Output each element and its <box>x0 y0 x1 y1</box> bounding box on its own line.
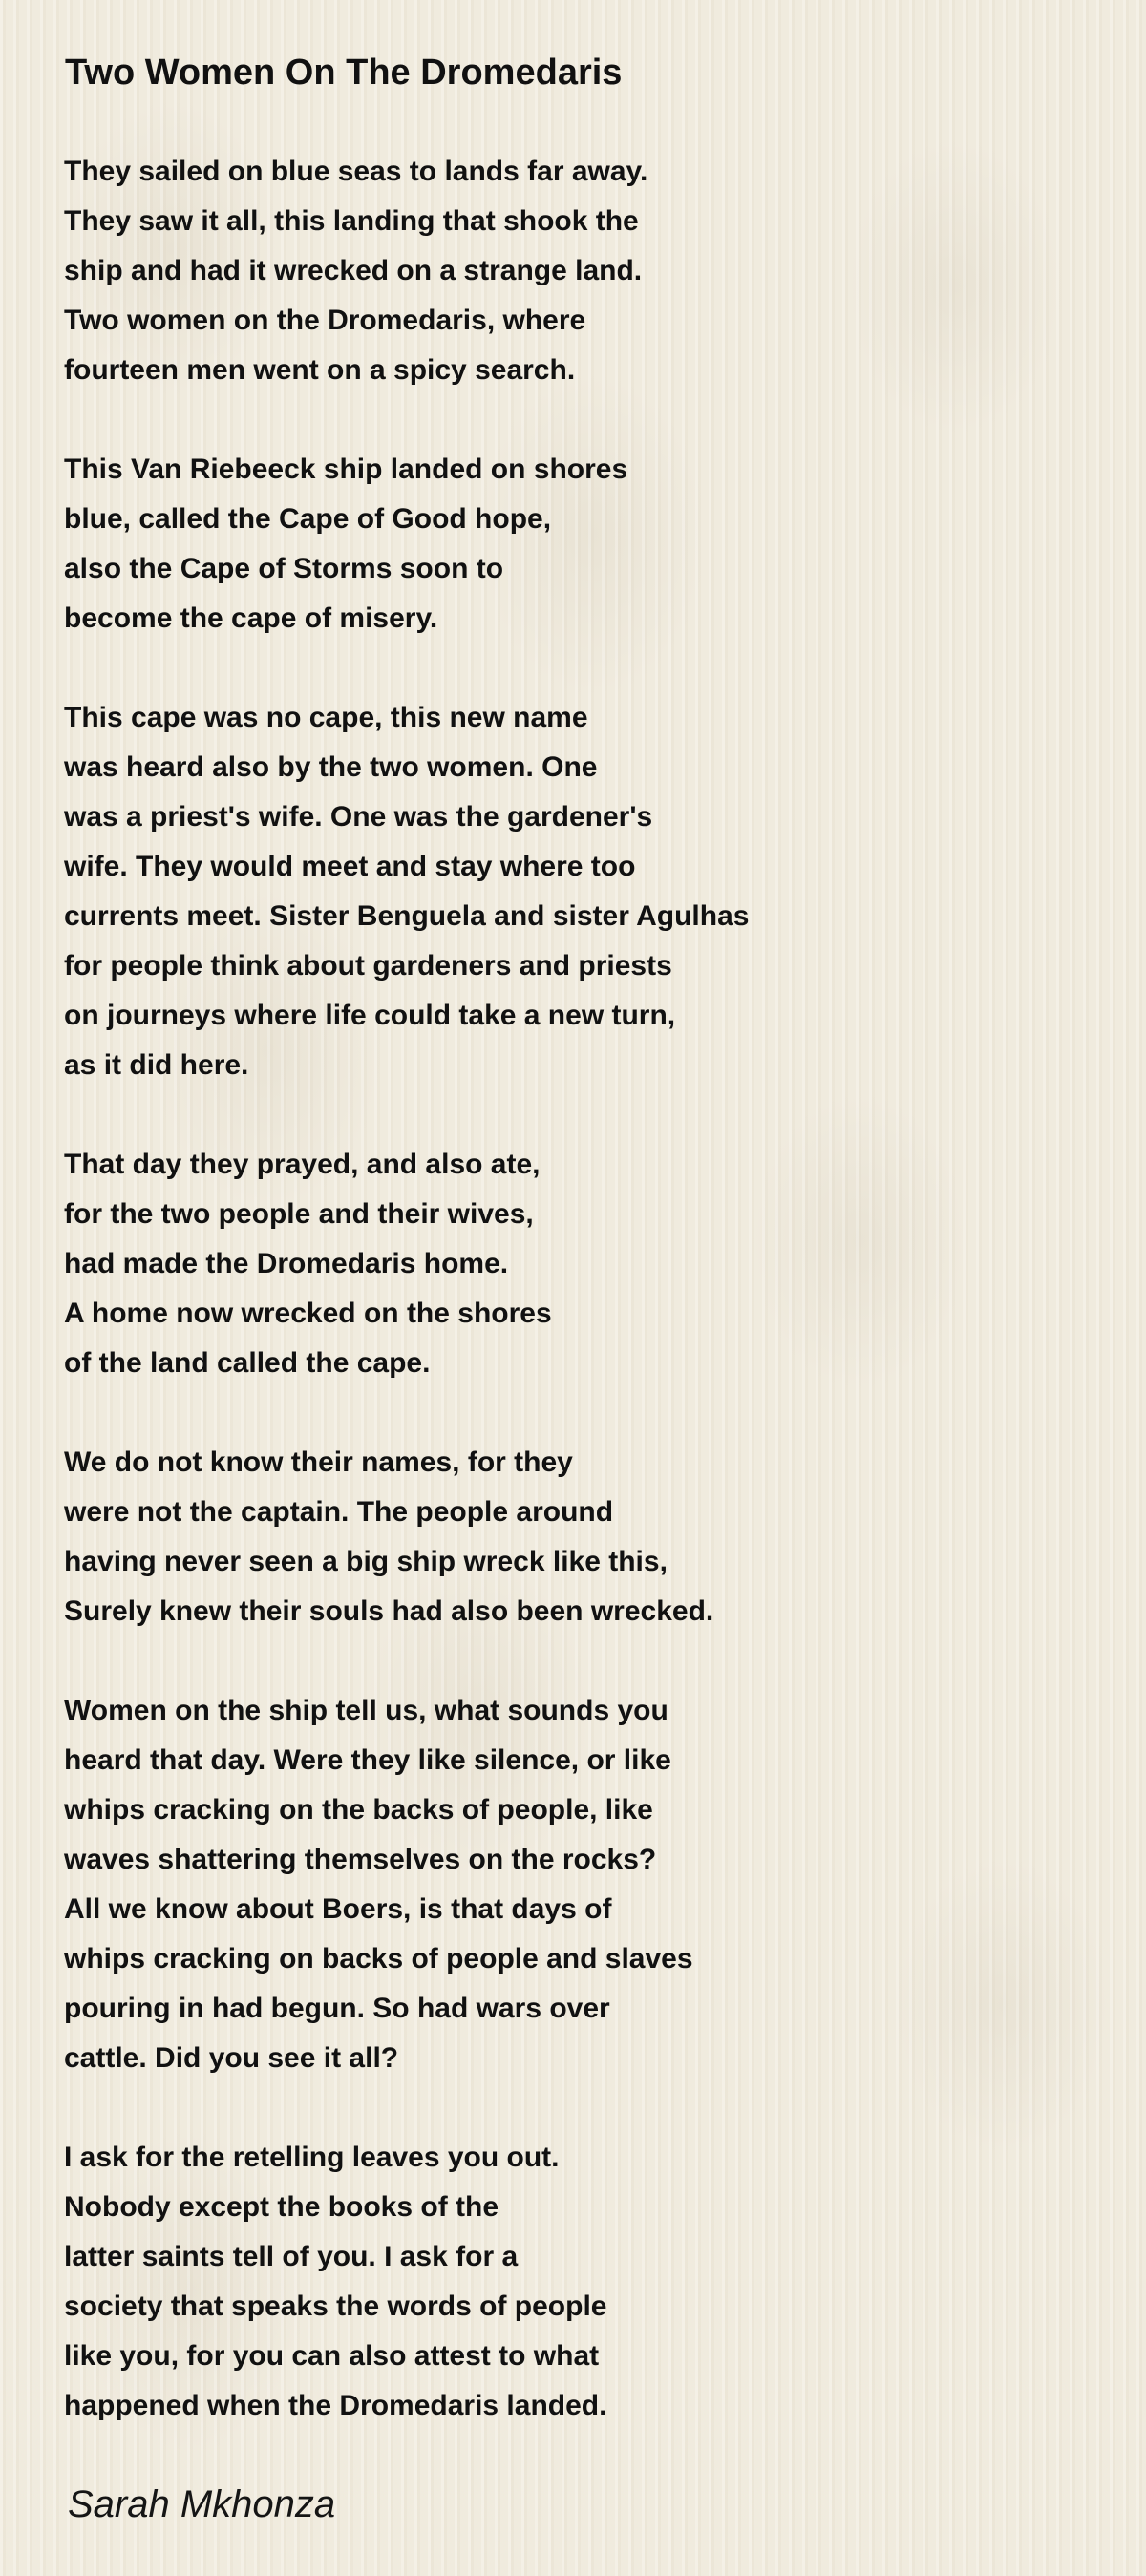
poem-line: having never seen a big ship wreck like this, <box>64 1546 668 1577</box>
poem-line: We do not know their names, for they <box>64 1446 573 1478</box>
poem-line: A home now wrecked on the shores <box>64 1298 552 1329</box>
poem-stanza <box>64 147 1095 395</box>
poem-line: Nobody except the books of the <box>64 2191 499 2223</box>
poem-line: was heard also by the two women. One <box>64 751 598 783</box>
poem-body <box>64 147 1095 2481</box>
poem-line: as it did here. <box>64 1049 249 1081</box>
poem-stanza <box>64 693 1095 1090</box>
poem-line: waves shattering themselves on the rocks? <box>64 1844 657 1875</box>
poem-stanza <box>64 445 1095 644</box>
poem-title: Two Women On The Dromedaris <box>65 53 623 93</box>
poem-line: had made the Dromedaris home. <box>64 1248 509 1279</box>
poem-line: on journeys where life could take a new turn, <box>64 1000 676 1031</box>
poem-line: fourteen men went on a spicy search. <box>64 354 576 386</box>
poem-line: pouring in had begun. So had wars over <box>64 1993 610 2024</box>
poem-line: All we know about Boers, is that days of <box>64 1893 612 1925</box>
poem-line: like you, for you can also attest to what <box>64 2340 600 2372</box>
poem-line: Women on the ship tell us, what sounds you <box>64 1695 668 1726</box>
poem-line: of the land called the cape. <box>64 1347 431 1379</box>
poem-line: ship and had it wrecked on a strange land. <box>64 255 643 286</box>
poem-author: Sarah Mkhonza <box>68 2483 336 2525</box>
poem-line: wife. They would meet and stay where too <box>64 851 636 882</box>
poem-line: I ask for the retelling leaves you out. <box>64 2142 560 2173</box>
poem-line: cattle. Did you see it all? <box>64 2042 399 2074</box>
poem-line: Two women on the Dromedaris, where <box>64 305 586 336</box>
poem-line: heard that day. Were they like silence, or like <box>64 1744 671 1776</box>
poem-line: That day they prayed, and also ate, <box>64 1149 541 1180</box>
poem-line: society that speaks the words of people <box>64 2291 607 2322</box>
poem-line: They sailed on blue seas to lands far away. <box>64 156 648 187</box>
poem-line: for the two people and their wives, <box>64 1198 534 1230</box>
poem-line: This cape was no cape, this new name <box>64 702 588 733</box>
poem-line: Surely knew their souls had also been wrecked. <box>64 1595 714 1627</box>
poem-line: whips cracking on the backs of people, like <box>64 1794 653 1826</box>
poem-line: for people think about gardeners and priests <box>64 950 672 982</box>
poem-line: happened when the Dromedaris landed. <box>64 2390 607 2421</box>
poem-line: currents meet. Sister Benguela and sister Agulhas <box>64 900 750 932</box>
poem-line: blue, called the Cape of Good hope, <box>64 503 552 535</box>
poem-line: was a priest's wife. One was the gardener's <box>64 801 653 833</box>
poem-line: whips cracking on backs of people and slaves <box>64 1943 693 1974</box>
poem-line: become the cape of misery. <box>64 602 438 634</box>
poem-line: also the Cape of Storms soon to <box>64 553 504 584</box>
poem-stanza <box>64 1686 1095 2083</box>
poem-line: This Van Riebeeck ship landed on shores <box>64 454 628 485</box>
poem-line: They saw it all, this landing that shook the <box>64 205 639 237</box>
poem-line: latter saints tell of you. I ask for a <box>64 2241 519 2272</box>
poem-stanza <box>64 1140 1095 1388</box>
poem-stanza <box>64 1438 1095 1636</box>
poem-stanza <box>64 2133 1095 2431</box>
poem-line: were not the captain. The people around <box>64 1496 614 1528</box>
